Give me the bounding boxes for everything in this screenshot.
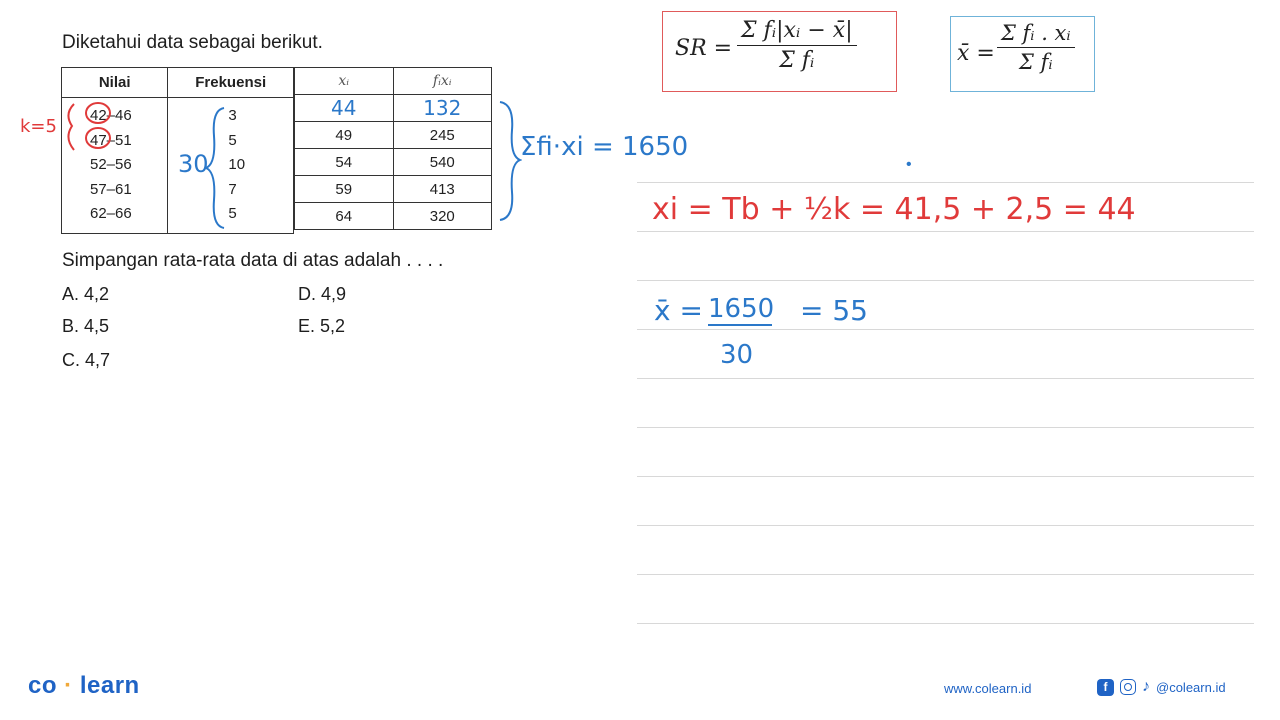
sr-numerator: Σ fᵢ|xᵢ − x̄| [737, 18, 857, 46]
tiktok-icon[interactable]: ♪ [1142, 678, 1150, 695]
ruled-line [637, 623, 1254, 624]
option-d: D. 4,9 [298, 284, 347, 304]
nilai-cell: 47–51 [90, 131, 132, 149]
ruled-line [637, 574, 1254, 575]
ruled-line [637, 280, 1254, 281]
ruled-line [637, 378, 1254, 379]
red-circle-marks [60, 100, 120, 155]
sr-fraction [737, 18, 857, 73]
ruled-line [637, 329, 1254, 330]
frekuensi-cell: 5 [228, 205, 237, 222]
xi-cell: 54 [295, 149, 394, 176]
frekuensi-cell: 7 [228, 180, 237, 198]
work-table [294, 67, 492, 230]
frekuensi-cell: 3 [228, 107, 237, 124]
mean-formula-lhs: x̄ = [957, 41, 995, 66]
question-text: Simpangan rata-rata data di atas adalah . . . . [62, 250, 444, 271]
social-handle[interactable]: @colearn.id [1156, 679, 1226, 695]
option-c: C. 4,7 [62, 350, 111, 370]
mean-calc-result: = 55 [800, 294, 868, 327]
mean-numerator: Σ fᵢ . xᵢ [997, 21, 1075, 48]
ruled-line [637, 427, 1254, 428]
fixi-cell: 540 [393, 149, 492, 176]
logo-dot: · [57, 672, 80, 699]
nilai-cell: 52–56 [90, 156, 132, 173]
right-brace-work [496, 100, 522, 222]
problem-title: Diketahui data sebagai berikut. [62, 32, 323, 53]
sr-lhs: SR = [675, 36, 733, 61]
fixi-cell: 132 [393, 95, 492, 122]
logo-text-left: co [28, 672, 58, 699]
xi-formula: xi = Tb + ½k = 41,5 + 2,5 = 44 [652, 192, 1136, 227]
k-annotation: k=5 [20, 116, 57, 137]
sum-fixi: Σfi·xi = 1650 [520, 132, 689, 162]
left-brace-frequency [204, 106, 228, 230]
fixi-cell: 320 [393, 203, 492, 230]
option-b: B. 4,5 [62, 316, 110, 336]
nilai-cell: 62–66 [90, 205, 132, 222]
logo-text-right: learn [79, 672, 140, 699]
xi-cell: 59 [295, 176, 394, 203]
ruled-line [637, 231, 1254, 232]
nilai-cell: 57–61 [90, 180, 132, 198]
stray-dot: • [906, 156, 912, 173]
header-frekuensi: Frekuensi [168, 68, 294, 98]
xi-cell: 44 [295, 95, 394, 122]
ruled-line [637, 476, 1254, 477]
nilai-cell: 42–46 [90, 107, 132, 124]
facebook-icon[interactable]: f [1097, 679, 1114, 696]
option-e: E. 5,2 [298, 316, 346, 336]
instagram-icon[interactable] [1120, 679, 1136, 695]
header-nilai: Nilai [62, 68, 168, 98]
mean-calc-numerator: 1650 [708, 294, 775, 324]
social-links [1097, 678, 1226, 696]
mean-fraction [997, 21, 1075, 74]
sr-formula-box [662, 11, 897, 92]
header-xi: xᵢ [295, 68, 394, 95]
mean-calc-denominator: 30 [720, 340, 754, 370]
header-fixi: fᵢxᵢ [393, 68, 492, 95]
mean-denominator: Σ fᵢ [1019, 50, 1053, 74]
ruled-line [637, 525, 1254, 526]
colearn-logo [28, 672, 140, 700]
ruled-line [637, 182, 1254, 183]
option-a: A. 4,2 [62, 284, 110, 304]
website-link[interactable]: www.colearn.id [944, 681, 1032, 696]
mean-formula-box [950, 16, 1095, 92]
xi-cell: 49 [295, 122, 394, 149]
mean-calc-lhs: x̄ = [654, 294, 703, 327]
fixi-cell: 245 [393, 122, 492, 149]
total-frequency: 30 [178, 150, 209, 178]
xi-cell: 64 [295, 203, 394, 230]
sr-denominator: Σ fᵢ [779, 48, 815, 73]
fixi-cell: 413 [393, 176, 492, 203]
frekuensi-cell: 10 [228, 156, 246, 173]
frekuensi-cell: 5 [228, 131, 237, 149]
